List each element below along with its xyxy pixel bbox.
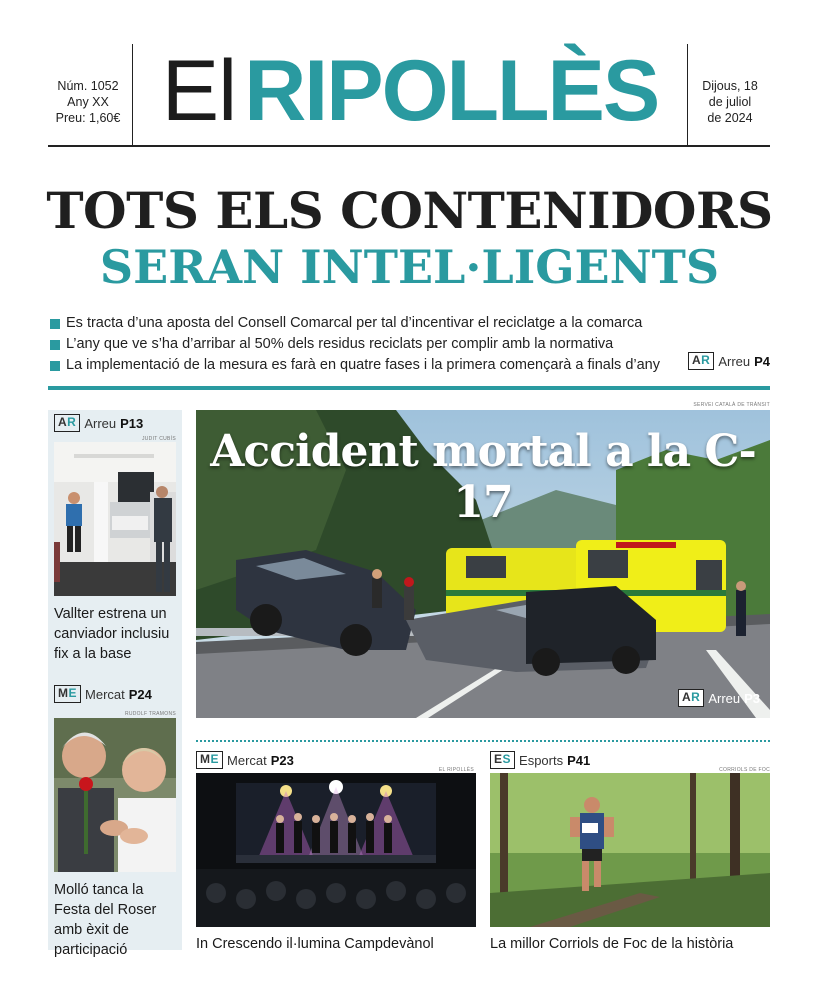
bottom-left-caption[interactable]: In Crescendo il·lumina Campdevànol bbox=[196, 936, 434, 952]
main-section-tag[interactable] bbox=[678, 689, 760, 707]
page-ref: P13 bbox=[120, 415, 144, 431]
bullet-square-icon bbox=[50, 340, 60, 350]
logo-name: RIPOLLÈS bbox=[244, 43, 659, 139]
page-ref: P4 bbox=[754, 353, 771, 369]
section-name: Esports bbox=[519, 752, 564, 768]
issue-year: Any XX bbox=[67, 95, 109, 109]
trail-run-photo[interactable] bbox=[490, 773, 770, 927]
bullet-item: La implementació de la mesura es farà en quatre fases i la primera començarà a finals d’any bbox=[50, 355, 710, 376]
date-line-3: de 2024 bbox=[707, 111, 753, 125]
issue-number: Núm. 1052 bbox=[57, 79, 119, 93]
logo-el: El bbox=[161, 43, 237, 139]
bottom-left-tag[interactable] bbox=[196, 751, 294, 769]
changing-room-image bbox=[54, 442, 176, 596]
concert-image bbox=[196, 773, 476, 927]
main-photo-title[interactable]: Accident mortal a la C-17 bbox=[210, 426, 756, 528]
bottom-right-caption[interactable]: La millor Corriols de Foc de la història bbox=[490, 936, 734, 952]
section-badge: AR bbox=[688, 352, 714, 370]
headline-line-2[interactable]: SERAN INTEL·LIGENTS bbox=[99, 240, 720, 294]
page-ref: P24 bbox=[128, 686, 152, 702]
bullet-square-icon bbox=[50, 361, 60, 371]
bullet-square-icon bbox=[50, 319, 60, 329]
sidebar-story1-title[interactable]: Vallter estrena un canviador inclusiu fix a la base bbox=[54, 606, 170, 662]
photo-credit: JUDIT CUBÍS bbox=[141, 436, 176, 442]
page-ref: P23 bbox=[270, 752, 294, 768]
date-line-1: Dijous, 18 bbox=[702, 79, 758, 93]
section-name: Arreu bbox=[84, 415, 117, 431]
headline-section-tag[interactable] bbox=[688, 352, 770, 370]
section-badge: ES bbox=[490, 751, 515, 769]
section-name: Arreu bbox=[718, 353, 751, 369]
sidebar-story2-title[interactable]: Molló tanca la Festa del Roser amb èxit de participació bbox=[54, 882, 157, 958]
section-divider bbox=[196, 740, 770, 742]
page-ref: P3 bbox=[744, 690, 761, 706]
issue-date bbox=[690, 78, 770, 126]
sidebar-story1-photo[interactable] bbox=[54, 442, 176, 596]
bullet-item: Es tracta d’una aposta del Consell Comarcal per tal d’incentivar el reciclatge a la comarca bbox=[50, 313, 710, 334]
sidebar-story1-tag[interactable] bbox=[54, 414, 143, 432]
page-ref: P41 bbox=[567, 752, 591, 768]
headline-bullets bbox=[50, 313, 710, 376]
section-name: Arreu bbox=[708, 690, 741, 706]
section-badge: ME bbox=[196, 751, 223, 769]
issue-info bbox=[48, 78, 128, 126]
masthead-rule bbox=[48, 145, 770, 147]
masthead-divider-left bbox=[132, 44, 133, 146]
issue-price: Preu: 1,60€ bbox=[55, 111, 121, 125]
photo-credit: EL RIPOLLÈS bbox=[438, 767, 474, 773]
bottom-right-tag[interactable] bbox=[490, 751, 590, 769]
section-name: Mercat bbox=[227, 752, 267, 768]
headline-line-1[interactable]: TOTS ELS CONTENIDORS bbox=[46, 181, 773, 240]
photo-credit: SERVEI CATALÀ DE TRÀNSIT bbox=[693, 402, 770, 408]
sidebar-story2-tag[interactable] bbox=[54, 685, 152, 703]
sidebar-story2-photo[interactable] bbox=[54, 718, 176, 872]
headline-rule bbox=[48, 386, 770, 390]
newspaper-logo[interactable] bbox=[140, 43, 680, 139]
masthead-divider-right bbox=[687, 44, 688, 146]
date-line-2: de juliol bbox=[708, 95, 752, 109]
trail-runner-image bbox=[490, 773, 770, 927]
festa-roser-image bbox=[54, 718, 176, 872]
section-name: Mercat bbox=[85, 686, 125, 702]
concert-photo[interactable] bbox=[196, 773, 476, 927]
bullet-item: L’any que ve s’ha d’arribar al 50% dels residus reciclats per complir amb la normativa bbox=[50, 334, 710, 355]
photo-credit: CORRIOLS DE FOC bbox=[719, 767, 770, 773]
section-badge: AR bbox=[54, 414, 80, 432]
photo-credit: RUDOLF TRAMONS bbox=[124, 711, 176, 717]
section-badge: ME bbox=[54, 685, 81, 703]
section-badge: AR bbox=[678, 689, 704, 707]
